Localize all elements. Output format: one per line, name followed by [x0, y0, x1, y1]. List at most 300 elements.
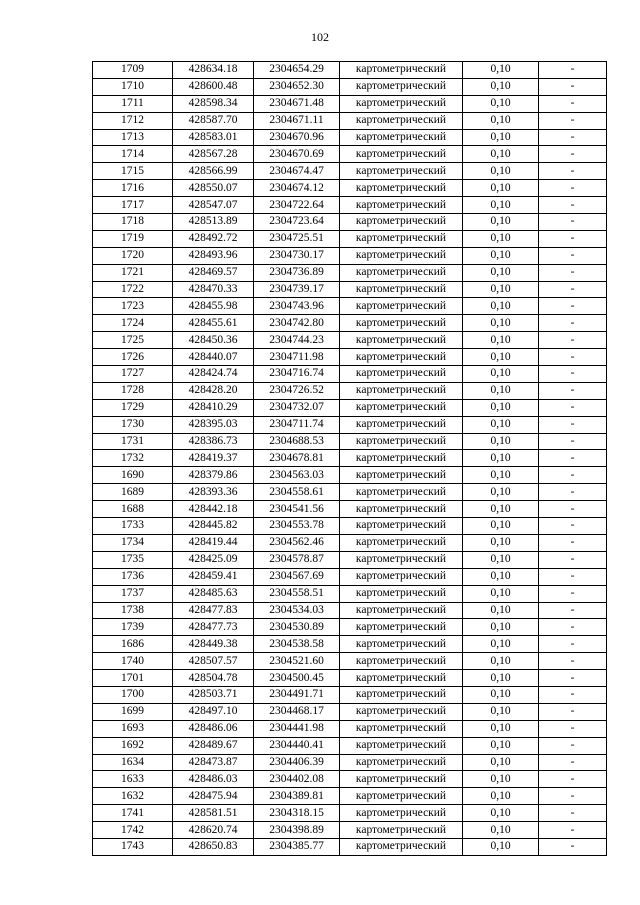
- x-coordinate-cell: 428503.71: [173, 686, 254, 703]
- y-coordinate-cell: 2304730.17: [254, 247, 340, 264]
- point-number-cell: 1722: [93, 281, 173, 298]
- x-coordinate-cell: 428513.89: [173, 214, 254, 231]
- method-cell: картометрический: [340, 298, 463, 315]
- y-coordinate-cell: 2304688.53: [254, 433, 340, 450]
- point-number-cell: 1711: [93, 95, 173, 112]
- description-cell: -: [539, 771, 607, 788]
- x-coordinate-cell: 428634.18: [173, 62, 254, 79]
- point-number-cell: 1729: [93, 399, 173, 416]
- x-coordinate-cell: 428650.83: [173, 838, 254, 855]
- method-cell: картометрический: [340, 264, 463, 281]
- y-coordinate-cell: 2304711.98: [254, 349, 340, 366]
- x-coordinate-cell: 428459.41: [173, 568, 254, 585]
- y-coordinate-cell: 2304402.08: [254, 771, 340, 788]
- method-cell: картометрический: [340, 805, 463, 822]
- point-number-cell: 1717: [93, 197, 173, 214]
- y-coordinate-cell: 2304541.56: [254, 501, 340, 518]
- point-number-cell: 1688: [93, 501, 173, 518]
- x-coordinate-cell: 428419.37: [173, 450, 254, 467]
- table-row: [93, 315, 607, 332]
- table-row: [93, 146, 607, 163]
- table-row: [93, 838, 607, 855]
- x-coordinate-cell: 428492.72: [173, 230, 254, 247]
- description-cell: -: [539, 315, 607, 332]
- accuracy-cell: 0,10: [463, 281, 539, 298]
- x-coordinate-cell: 428410.29: [173, 399, 254, 416]
- point-number-cell: 1739: [93, 619, 173, 636]
- x-coordinate-cell: 428486.06: [173, 720, 254, 737]
- method-cell: картометрический: [340, 230, 463, 247]
- accuracy-cell: 0,10: [463, 298, 539, 315]
- method-cell: картометрический: [340, 670, 463, 687]
- accuracy-cell: 0,10: [463, 180, 539, 197]
- x-coordinate-cell: 428486.03: [173, 771, 254, 788]
- table-row: [93, 264, 607, 281]
- point-number-cell: 1743: [93, 838, 173, 855]
- method-cell: картометрический: [340, 433, 463, 450]
- accuracy-cell: 0,10: [463, 501, 539, 518]
- accuracy-cell: 0,10: [463, 129, 539, 146]
- x-coordinate-cell: 428470.33: [173, 281, 254, 298]
- y-coordinate-cell: 2304742.80: [254, 315, 340, 332]
- description-cell: -: [539, 518, 607, 535]
- point-number-cell: 1709: [93, 62, 173, 79]
- accuracy-cell: 0,10: [463, 349, 539, 366]
- method-cell: картометрический: [340, 720, 463, 737]
- accuracy-cell: 0,10: [463, 433, 539, 450]
- point-number-cell: 1731: [93, 433, 173, 450]
- point-number-cell: 1713: [93, 129, 173, 146]
- x-coordinate-cell: 428450.36: [173, 332, 254, 349]
- point-number-cell: 1734: [93, 534, 173, 551]
- method-cell: картометрический: [340, 703, 463, 720]
- point-number-cell: 1730: [93, 416, 173, 433]
- accuracy-cell: 0,10: [463, 112, 539, 129]
- table-row: [93, 754, 607, 771]
- table-row: [93, 197, 607, 214]
- x-coordinate-cell: 428428.20: [173, 382, 254, 399]
- accuracy-cell: 0,10: [463, 78, 539, 95]
- accuracy-cell: 0,10: [463, 551, 539, 568]
- y-coordinate-cell: 2304671.48: [254, 95, 340, 112]
- accuracy-cell: 0,10: [463, 416, 539, 433]
- description-cell: -: [539, 450, 607, 467]
- method-cell: картометрический: [340, 467, 463, 484]
- x-coordinate-cell: 428600.48: [173, 78, 254, 95]
- point-number-cell: 1633: [93, 771, 173, 788]
- accuracy-cell: 0,10: [463, 670, 539, 687]
- point-number-cell: 1699: [93, 703, 173, 720]
- y-coordinate-cell: 2304567.69: [254, 568, 340, 585]
- x-coordinate-cell: 428449.38: [173, 636, 254, 653]
- x-coordinate-cell: 428583.01: [173, 129, 254, 146]
- point-number-cell: 1737: [93, 585, 173, 602]
- method-cell: картометрический: [340, 484, 463, 501]
- y-coordinate-cell: 2304674.12: [254, 180, 340, 197]
- x-coordinate-cell: 428455.98: [173, 298, 254, 315]
- accuracy-cell: 0,10: [463, 585, 539, 602]
- description-cell: -: [539, 653, 607, 670]
- point-number-cell: 1742: [93, 822, 173, 839]
- x-coordinate-cell: 428489.67: [173, 737, 254, 754]
- accuracy-cell: 0,10: [463, 230, 539, 247]
- description-cell: -: [539, 399, 607, 416]
- point-number-cell: 1689: [93, 484, 173, 501]
- y-coordinate-cell: 2304739.17: [254, 281, 340, 298]
- y-coordinate-cell: 2304563.03: [254, 467, 340, 484]
- method-cell: картометрический: [340, 78, 463, 95]
- x-coordinate-cell: 428581.51: [173, 805, 254, 822]
- x-coordinate-cell: 428386.73: [173, 433, 254, 450]
- point-number-cell: 1719: [93, 230, 173, 247]
- description-cell: -: [539, 501, 607, 518]
- table-row: [93, 180, 607, 197]
- y-coordinate-cell: 2304562.46: [254, 534, 340, 551]
- accuracy-cell: 0,10: [463, 822, 539, 839]
- x-coordinate-cell: 428507.57: [173, 653, 254, 670]
- table-row: [93, 230, 607, 247]
- description-cell: -: [539, 686, 607, 703]
- accuracy-cell: 0,10: [463, 95, 539, 112]
- method-cell: картометрический: [340, 95, 463, 112]
- method-cell: картометрический: [340, 518, 463, 535]
- accuracy-cell: 0,10: [463, 484, 539, 501]
- accuracy-cell: 0,10: [463, 366, 539, 383]
- y-coordinate-cell: 2304553.78: [254, 518, 340, 535]
- point-number-cell: 1740: [93, 653, 173, 670]
- accuracy-cell: 0,10: [463, 788, 539, 805]
- accuracy-cell: 0,10: [463, 382, 539, 399]
- table-row: [93, 163, 607, 180]
- description-cell: -: [539, 416, 607, 433]
- description-cell: -: [539, 822, 607, 839]
- table-row: [93, 653, 607, 670]
- x-coordinate-cell: 428567.28: [173, 146, 254, 163]
- method-cell: картометрический: [340, 501, 463, 518]
- table-row: [93, 450, 607, 467]
- description-cell: -: [539, 298, 607, 315]
- y-coordinate-cell: 2304440.41: [254, 737, 340, 754]
- table-row: [93, 416, 607, 433]
- point-number-cell: 1714: [93, 146, 173, 163]
- table-row: [93, 214, 607, 231]
- y-coordinate-cell: 2304406.39: [254, 754, 340, 771]
- point-number-cell: 1686: [93, 636, 173, 653]
- description-cell: -: [539, 838, 607, 855]
- method-cell: картометрический: [340, 551, 463, 568]
- description-cell: -: [539, 551, 607, 568]
- y-coordinate-cell: 2304736.89: [254, 264, 340, 281]
- method-cell: картометрический: [340, 163, 463, 180]
- description-cell: -: [539, 382, 607, 399]
- accuracy-cell: 0,10: [463, 518, 539, 535]
- table-row: [93, 501, 607, 518]
- method-cell: картометрический: [340, 585, 463, 602]
- accuracy-cell: 0,10: [463, 636, 539, 653]
- point-number-cell: 1710: [93, 78, 173, 95]
- y-coordinate-cell: 2304389.81: [254, 788, 340, 805]
- table-row: [93, 467, 607, 484]
- method-cell: картометрический: [340, 366, 463, 383]
- x-coordinate-cell: 428477.83: [173, 602, 254, 619]
- description-cell: -: [539, 636, 607, 653]
- table-row: [93, 281, 607, 298]
- x-coordinate-cell: 428419.44: [173, 534, 254, 551]
- y-coordinate-cell: 2304711.74: [254, 416, 340, 433]
- point-number-cell: 1692: [93, 737, 173, 754]
- point-number-cell: 1700: [93, 686, 173, 703]
- table-row: [93, 585, 607, 602]
- description-cell: -: [539, 805, 607, 822]
- description-cell: -: [539, 197, 607, 214]
- description-cell: -: [539, 670, 607, 687]
- method-cell: картометрический: [340, 771, 463, 788]
- method-cell: картометрический: [340, 602, 463, 619]
- x-coordinate-cell: 428620.74: [173, 822, 254, 839]
- method-cell: картометрический: [340, 349, 463, 366]
- point-number-cell: 1725: [93, 332, 173, 349]
- table-row: [93, 112, 607, 129]
- description-cell: -: [539, 433, 607, 450]
- description-cell: -: [539, 619, 607, 636]
- point-number-cell: 1718: [93, 214, 173, 231]
- y-coordinate-cell: 2304670.69: [254, 146, 340, 163]
- point-number-cell: 1716: [93, 180, 173, 197]
- description-cell: -: [539, 247, 607, 264]
- method-cell: картометрический: [340, 737, 463, 754]
- description-cell: -: [539, 129, 607, 146]
- method-cell: картометрический: [340, 838, 463, 855]
- point-number-cell: 1728: [93, 382, 173, 399]
- y-coordinate-cell: 2304500.45: [254, 670, 340, 687]
- table-row: [93, 737, 607, 754]
- description-cell: -: [539, 568, 607, 585]
- y-coordinate-cell: 2304722.64: [254, 197, 340, 214]
- accuracy-cell: 0,10: [463, 619, 539, 636]
- accuracy-cell: 0,10: [463, 315, 539, 332]
- point-number-cell: 1693: [93, 720, 173, 737]
- point-number-cell: 1720: [93, 247, 173, 264]
- x-coordinate-cell: 428493.96: [173, 247, 254, 264]
- point-number-cell: 1732: [93, 450, 173, 467]
- point-number-cell: 1690: [93, 467, 173, 484]
- point-number-cell: 1721: [93, 264, 173, 281]
- description-cell: -: [539, 754, 607, 771]
- table-row: [93, 382, 607, 399]
- description-cell: -: [539, 163, 607, 180]
- x-coordinate-cell: 428550.07: [173, 180, 254, 197]
- y-coordinate-cell: 2304558.51: [254, 585, 340, 602]
- table-row: [93, 433, 607, 450]
- x-coordinate-cell: 428425.09: [173, 551, 254, 568]
- method-cell: картометрический: [340, 247, 463, 264]
- description-cell: -: [539, 534, 607, 551]
- table-row: [93, 484, 607, 501]
- table-row: [93, 670, 607, 687]
- x-coordinate-cell: 428395.03: [173, 416, 254, 433]
- x-coordinate-cell: 428445.82: [173, 518, 254, 535]
- description-cell: -: [539, 484, 607, 501]
- accuracy-cell: 0,10: [463, 450, 539, 467]
- y-coordinate-cell: 2304723.64: [254, 214, 340, 231]
- table-row: [93, 534, 607, 551]
- accuracy-cell: 0,10: [463, 197, 539, 214]
- point-number-cell: 1715: [93, 163, 173, 180]
- point-number-cell: 1727: [93, 366, 173, 383]
- point-number-cell: 1738: [93, 602, 173, 619]
- y-coordinate-cell: 2304441.98: [254, 720, 340, 737]
- point-number-cell: 1736: [93, 568, 173, 585]
- description-cell: -: [539, 95, 607, 112]
- accuracy-cell: 0,10: [463, 62, 539, 79]
- x-coordinate-cell: 428455.61: [173, 315, 254, 332]
- method-cell: картометрический: [340, 450, 463, 467]
- accuracy-cell: 0,10: [463, 838, 539, 855]
- method-cell: картометрический: [340, 619, 463, 636]
- method-cell: картометрический: [340, 568, 463, 585]
- table-row: [93, 78, 607, 95]
- point-number-cell: 1733: [93, 518, 173, 535]
- description-cell: -: [539, 180, 607, 197]
- description-cell: -: [539, 737, 607, 754]
- y-coordinate-cell: 2304678.81: [254, 450, 340, 467]
- x-coordinate-cell: 428587.70: [173, 112, 254, 129]
- method-cell: картометрический: [340, 399, 463, 416]
- method-cell: картометрический: [340, 281, 463, 298]
- page-number: 102: [311, 30, 329, 44]
- description-cell: -: [539, 720, 607, 737]
- description-cell: -: [539, 146, 607, 163]
- table-row: [93, 703, 607, 720]
- description-cell: -: [539, 62, 607, 79]
- accuracy-cell: 0,10: [463, 602, 539, 619]
- y-coordinate-cell: 2304468.17: [254, 703, 340, 720]
- method-cell: картометрический: [340, 382, 463, 399]
- x-coordinate-cell: 428473.87: [173, 754, 254, 771]
- method-cell: картометрический: [340, 822, 463, 839]
- description-cell: -: [539, 467, 607, 484]
- y-coordinate-cell: 2304385.77: [254, 838, 340, 855]
- method-cell: картометрический: [340, 636, 463, 653]
- y-coordinate-cell: 2304538.58: [254, 636, 340, 653]
- y-coordinate-cell: 2304521.60: [254, 653, 340, 670]
- x-coordinate-cell: 428475.94: [173, 788, 254, 805]
- x-coordinate-cell: 428469.57: [173, 264, 254, 281]
- x-coordinate-cell: 428504.78: [173, 670, 254, 687]
- point-number-cell: 1726: [93, 349, 173, 366]
- table-row: [93, 518, 607, 535]
- accuracy-cell: 0,10: [463, 214, 539, 231]
- table-row: [93, 349, 607, 366]
- table-row: [93, 822, 607, 839]
- description-cell: -: [539, 281, 607, 298]
- y-coordinate-cell: 2304743.96: [254, 298, 340, 315]
- table-row: [93, 62, 607, 79]
- point-number-cell: 1723: [93, 298, 173, 315]
- table-row: [93, 332, 607, 349]
- method-cell: картометрический: [340, 416, 463, 433]
- y-coordinate-cell: 2304732.07: [254, 399, 340, 416]
- accuracy-cell: 0,10: [463, 146, 539, 163]
- description-cell: -: [539, 214, 607, 231]
- coordinates-table-body: [93, 62, 607, 856]
- table-row: [93, 686, 607, 703]
- description-cell: -: [539, 602, 607, 619]
- description-cell: -: [539, 585, 607, 602]
- y-coordinate-cell: 2304398.89: [254, 822, 340, 839]
- accuracy-cell: 0,10: [463, 703, 539, 720]
- table-row: [93, 551, 607, 568]
- point-number-cell: 1735: [93, 551, 173, 568]
- y-coordinate-cell: 2304652.30: [254, 78, 340, 95]
- x-coordinate-cell: 428424.74: [173, 366, 254, 383]
- method-cell: картометрический: [340, 112, 463, 129]
- table-row: [93, 771, 607, 788]
- description-cell: -: [539, 332, 607, 349]
- point-number-cell: 1634: [93, 754, 173, 771]
- method-cell: картометрический: [340, 788, 463, 805]
- method-cell: картометрический: [340, 332, 463, 349]
- description-cell: -: [539, 230, 607, 247]
- table-row: [93, 399, 607, 416]
- x-coordinate-cell: 428497.10: [173, 703, 254, 720]
- point-number-cell: 1712: [93, 112, 173, 129]
- method-cell: картометрический: [340, 315, 463, 332]
- accuracy-cell: 0,10: [463, 264, 539, 281]
- x-coordinate-cell: 428477.73: [173, 619, 254, 636]
- table-row: [93, 788, 607, 805]
- table-row: [93, 602, 607, 619]
- point-number-cell: 1701: [93, 670, 173, 687]
- x-coordinate-cell: 428442.18: [173, 501, 254, 518]
- description-cell: -: [539, 349, 607, 366]
- x-coordinate-cell: 428393.36: [173, 484, 254, 501]
- accuracy-cell: 0,10: [463, 771, 539, 788]
- method-cell: картометрический: [340, 534, 463, 551]
- table-row: [93, 568, 607, 585]
- method-cell: картометрический: [340, 686, 463, 703]
- x-coordinate-cell: 428598.34: [173, 95, 254, 112]
- table-row: [93, 619, 607, 636]
- method-cell: картометрический: [340, 180, 463, 197]
- table-row: [93, 95, 607, 112]
- method-cell: картометрический: [340, 62, 463, 79]
- method-cell: картометрический: [340, 754, 463, 771]
- y-coordinate-cell: 2304716.74: [254, 366, 340, 383]
- description-cell: -: [539, 78, 607, 95]
- y-coordinate-cell: 2304534.03: [254, 602, 340, 619]
- y-coordinate-cell: 2304674.47: [254, 163, 340, 180]
- point-number-cell: 1632: [93, 788, 173, 805]
- accuracy-cell: 0,10: [463, 653, 539, 670]
- table-row: [93, 366, 607, 383]
- x-coordinate-cell: 428379.86: [173, 467, 254, 484]
- y-coordinate-cell: 2304654.29: [254, 62, 340, 79]
- accuracy-cell: 0,10: [463, 247, 539, 264]
- table-row: [93, 805, 607, 822]
- accuracy-cell: 0,10: [463, 686, 539, 703]
- accuracy-cell: 0,10: [463, 467, 539, 484]
- table-row: [93, 129, 607, 146]
- y-coordinate-cell: 2304671.11: [254, 112, 340, 129]
- accuracy-cell: 0,10: [463, 805, 539, 822]
- method-cell: картометрический: [340, 197, 463, 214]
- y-coordinate-cell: 2304725.51: [254, 230, 340, 247]
- description-cell: -: [539, 788, 607, 805]
- table-row: [93, 636, 607, 653]
- x-coordinate-cell: 428566.99: [173, 163, 254, 180]
- accuracy-cell: 0,10: [463, 737, 539, 754]
